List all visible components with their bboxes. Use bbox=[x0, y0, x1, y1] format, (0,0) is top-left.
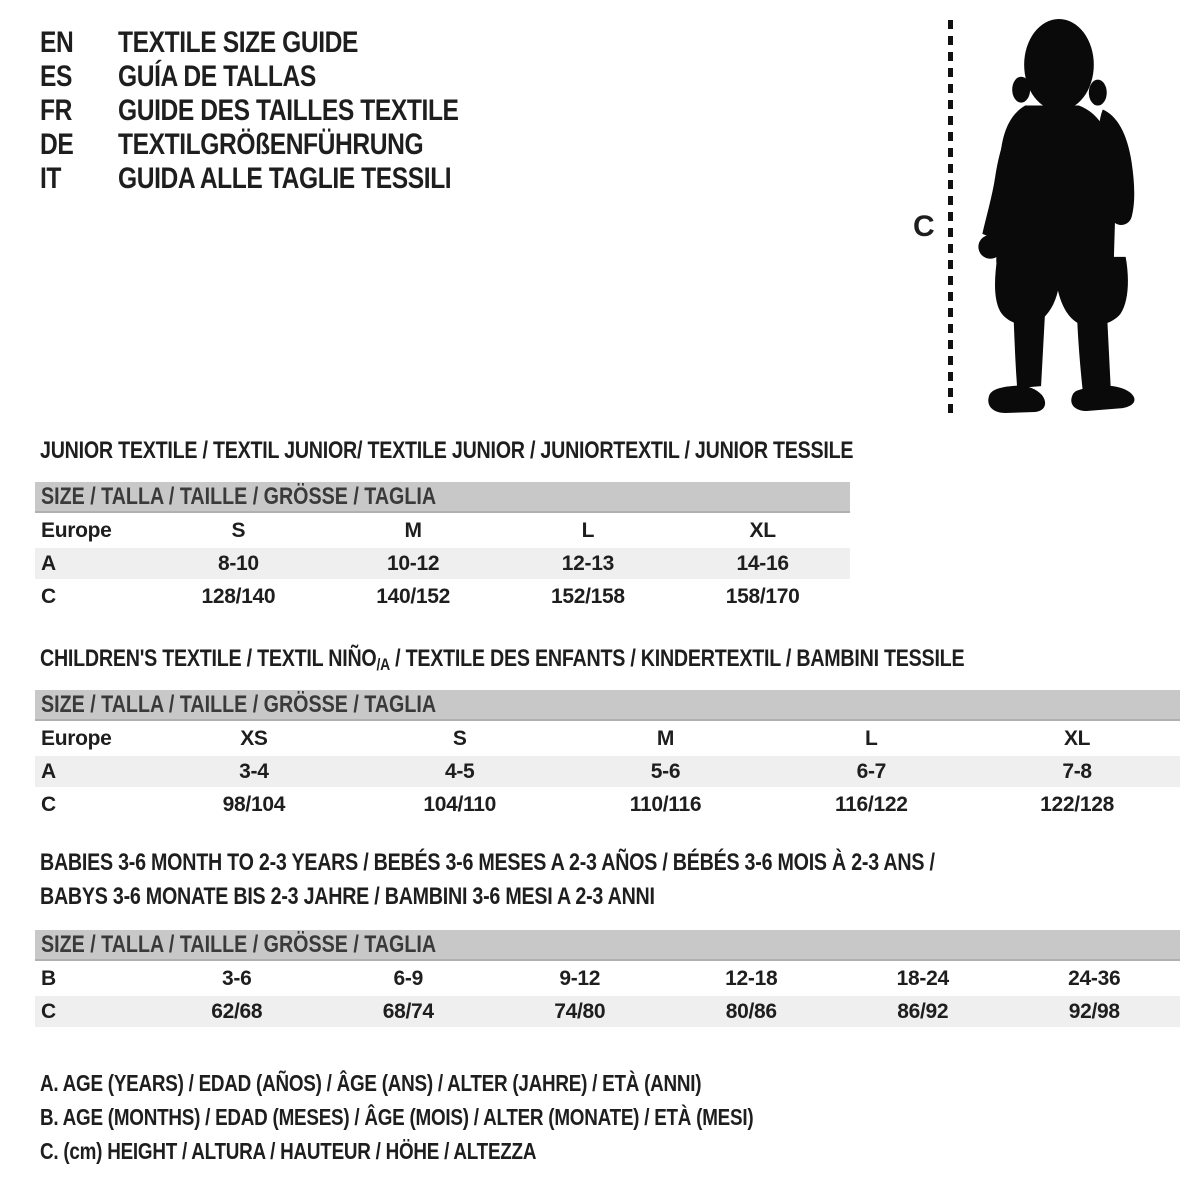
size-value: XL bbox=[749, 519, 776, 542]
row-label: C bbox=[41, 1000, 56, 1023]
section-title-line: CHILDREN'S TEXTILE / TEXTIL $NIÑO_{/A}$ / TEXTILE DES ENFANTS / KINDERTEXTIL / BAMBINI TESSILE bbox=[40, 645, 965, 674]
size-value: XL bbox=[1063, 727, 1091, 750]
section-title bbox=[40, 644, 1180, 674]
language-row bbox=[40, 60, 533, 94]
table-row bbox=[35, 756, 1180, 787]
size-value: 68/74 bbox=[382, 1000, 434, 1023]
table-row bbox=[35, 996, 1180, 1027]
size-value: 3-6 bbox=[222, 967, 252, 990]
size-value: 18-24 bbox=[896, 967, 949, 990]
size-table bbox=[35, 482, 850, 612]
size-value: 12-13 bbox=[561, 552, 614, 575]
language-code: IT bbox=[40, 162, 62, 195]
language-row bbox=[40, 162, 533, 196]
row-label: Europe bbox=[41, 727, 112, 750]
size-table-rows bbox=[35, 723, 1180, 820]
table-row bbox=[35, 789, 1180, 820]
size-table-rows bbox=[35, 515, 850, 612]
size-value: 98/104 bbox=[222, 793, 286, 816]
size-header-label: SIZE / TALLA / TAILLE / GRÖSSE / TAGLIA bbox=[41, 483, 437, 510]
section-title bbox=[40, 846, 1180, 914]
size-table bbox=[35, 930, 1180, 1027]
measure-c-label: C bbox=[913, 210, 935, 243]
size-value: 152/158 bbox=[550, 585, 625, 608]
size-value: 128/140 bbox=[201, 585, 276, 608]
size-value: 4-5 bbox=[444, 760, 475, 783]
size-value: 10-12 bbox=[387, 552, 440, 575]
row-label: Europe bbox=[41, 519, 112, 542]
language-code: FR bbox=[40, 94, 72, 127]
size-table bbox=[35, 690, 1180, 820]
table-row bbox=[35, 581, 850, 612]
size-value: 104/110 bbox=[423, 793, 497, 816]
row-label: C bbox=[41, 793, 56, 816]
size-value: 80/86 bbox=[725, 1000, 777, 1023]
size-value: 86/92 bbox=[897, 1000, 949, 1023]
language-code: EN bbox=[40, 26, 74, 59]
section-children-textile bbox=[35, 644, 1180, 820]
size-value: 74/80 bbox=[554, 1000, 606, 1023]
size-value: 62/68 bbox=[211, 1000, 263, 1023]
table-row bbox=[35, 723, 1180, 754]
height-measure-figure bbox=[905, 14, 1175, 426]
size-header-bar bbox=[35, 482, 850, 513]
language-row bbox=[40, 26, 533, 60]
size-value: 9-12 bbox=[559, 967, 601, 990]
size-value: 7-8 bbox=[1062, 760, 1092, 783]
size-value: 158/170 bbox=[725, 585, 800, 608]
size-value: S bbox=[231, 519, 246, 542]
size-value: 3-4 bbox=[239, 760, 269, 783]
row-label: A bbox=[41, 760, 56, 783]
language-row bbox=[40, 94, 533, 128]
row-label: B bbox=[41, 967, 56, 990]
section-title-line: JUNIOR TEXTILE / TEXTIL JUNIOR/ TEXTILE JUNIOR / JUNIORTEXTIL / JUNIOR TESSILE bbox=[40, 437, 854, 464]
size-value: S bbox=[452, 727, 467, 750]
size-value: 6-9 bbox=[393, 967, 423, 990]
legend-line: B. AGE (MONTHS) / EDAD (MESES) / ÂGE (MOIS) / ALTER (MONATE) / ETÀ (MESI) bbox=[40, 1104, 754, 1130]
section-title-line: BABYS 3-6 MONATE BIS 2-3 JAHRE / BAMBINI 3-6 MESI A 2-3 ANNI bbox=[40, 883, 655, 910]
size-value: 24-36 bbox=[1068, 967, 1121, 990]
section-title bbox=[40, 436, 1032, 466]
size-value: 6-7 bbox=[856, 760, 887, 783]
size-value: XS bbox=[240, 727, 268, 750]
size-value: 116/122 bbox=[834, 793, 908, 816]
language-list bbox=[40, 26, 533, 196]
table-row bbox=[35, 963, 1180, 994]
measure-legend bbox=[40, 1066, 910, 1168]
row-label: C bbox=[41, 585, 56, 608]
toddler-silhouette-icon bbox=[965, 16, 1143, 422]
size-value: 5-6 bbox=[650, 760, 681, 783]
section-babies-textile bbox=[35, 846, 1180, 1027]
language-code: ES bbox=[40, 60, 73, 93]
legend-line: C. (cm) HEIGHT / ALTURA / HAUTEUR / HÖHE / ALTEZZA bbox=[40, 1138, 537, 1164]
size-value: 14-16 bbox=[736, 552, 789, 575]
size-header-label: SIZE / TALLA / TAILLE / GRÖSSE / TAGLIA bbox=[41, 931, 437, 958]
language-label: TEXTILGRÖßENFÜHRUNG bbox=[118, 128, 424, 161]
section-title-line: BABIES 3-6 MONTH TO 2-3 YEARS / BEBÉS 3-6 MESES A 2-3 AÑOS / BÉBÉS 3-6 MOIS À 2-3 ANS / bbox=[40, 849, 935, 876]
legend-line: A. AGE (YEARS) / EDAD (AÑOS) / ÂGE (ANS) / ALTER (JAHRE) / ETÀ (ANNI) bbox=[40, 1070, 702, 1096]
size-header-bar bbox=[35, 930, 1180, 961]
size-value: M bbox=[404, 519, 422, 542]
size-value: L bbox=[581, 519, 595, 542]
size-value: L bbox=[865, 727, 878, 750]
language-label: GUÍA DE TALLAS bbox=[118, 60, 316, 93]
size-value: 110/116 bbox=[629, 793, 702, 816]
row-label: A bbox=[41, 552, 56, 575]
language-label: TEXTILE SIZE GUIDE bbox=[118, 26, 359, 59]
size-header-bar bbox=[35, 690, 1180, 721]
section-junior-textile bbox=[35, 436, 1032, 612]
size-header-label: SIZE / TALLA / TAILLE / GRÖSSE / TAGLIA bbox=[41, 691, 437, 718]
size-value: 12-18 bbox=[725, 967, 778, 990]
size-value: 92/98 bbox=[1068, 1000, 1120, 1023]
language-label: GUIDA ALLE TAGLIE TESSILI bbox=[118, 162, 452, 195]
size-value: 140/152 bbox=[376, 585, 451, 608]
language-code: DE bbox=[40, 128, 74, 161]
height-dashed-line bbox=[948, 20, 953, 420]
size-value: 8-10 bbox=[217, 552, 259, 575]
size-value: M bbox=[656, 727, 675, 750]
language-label: GUIDE DES TAILLES TEXTILE bbox=[118, 94, 459, 127]
table-row bbox=[35, 515, 850, 546]
size-table-rows bbox=[35, 963, 1180, 1027]
language-row bbox=[40, 128, 533, 162]
size-value: 122/128 bbox=[1040, 793, 1114, 816]
table-row bbox=[35, 548, 850, 579]
